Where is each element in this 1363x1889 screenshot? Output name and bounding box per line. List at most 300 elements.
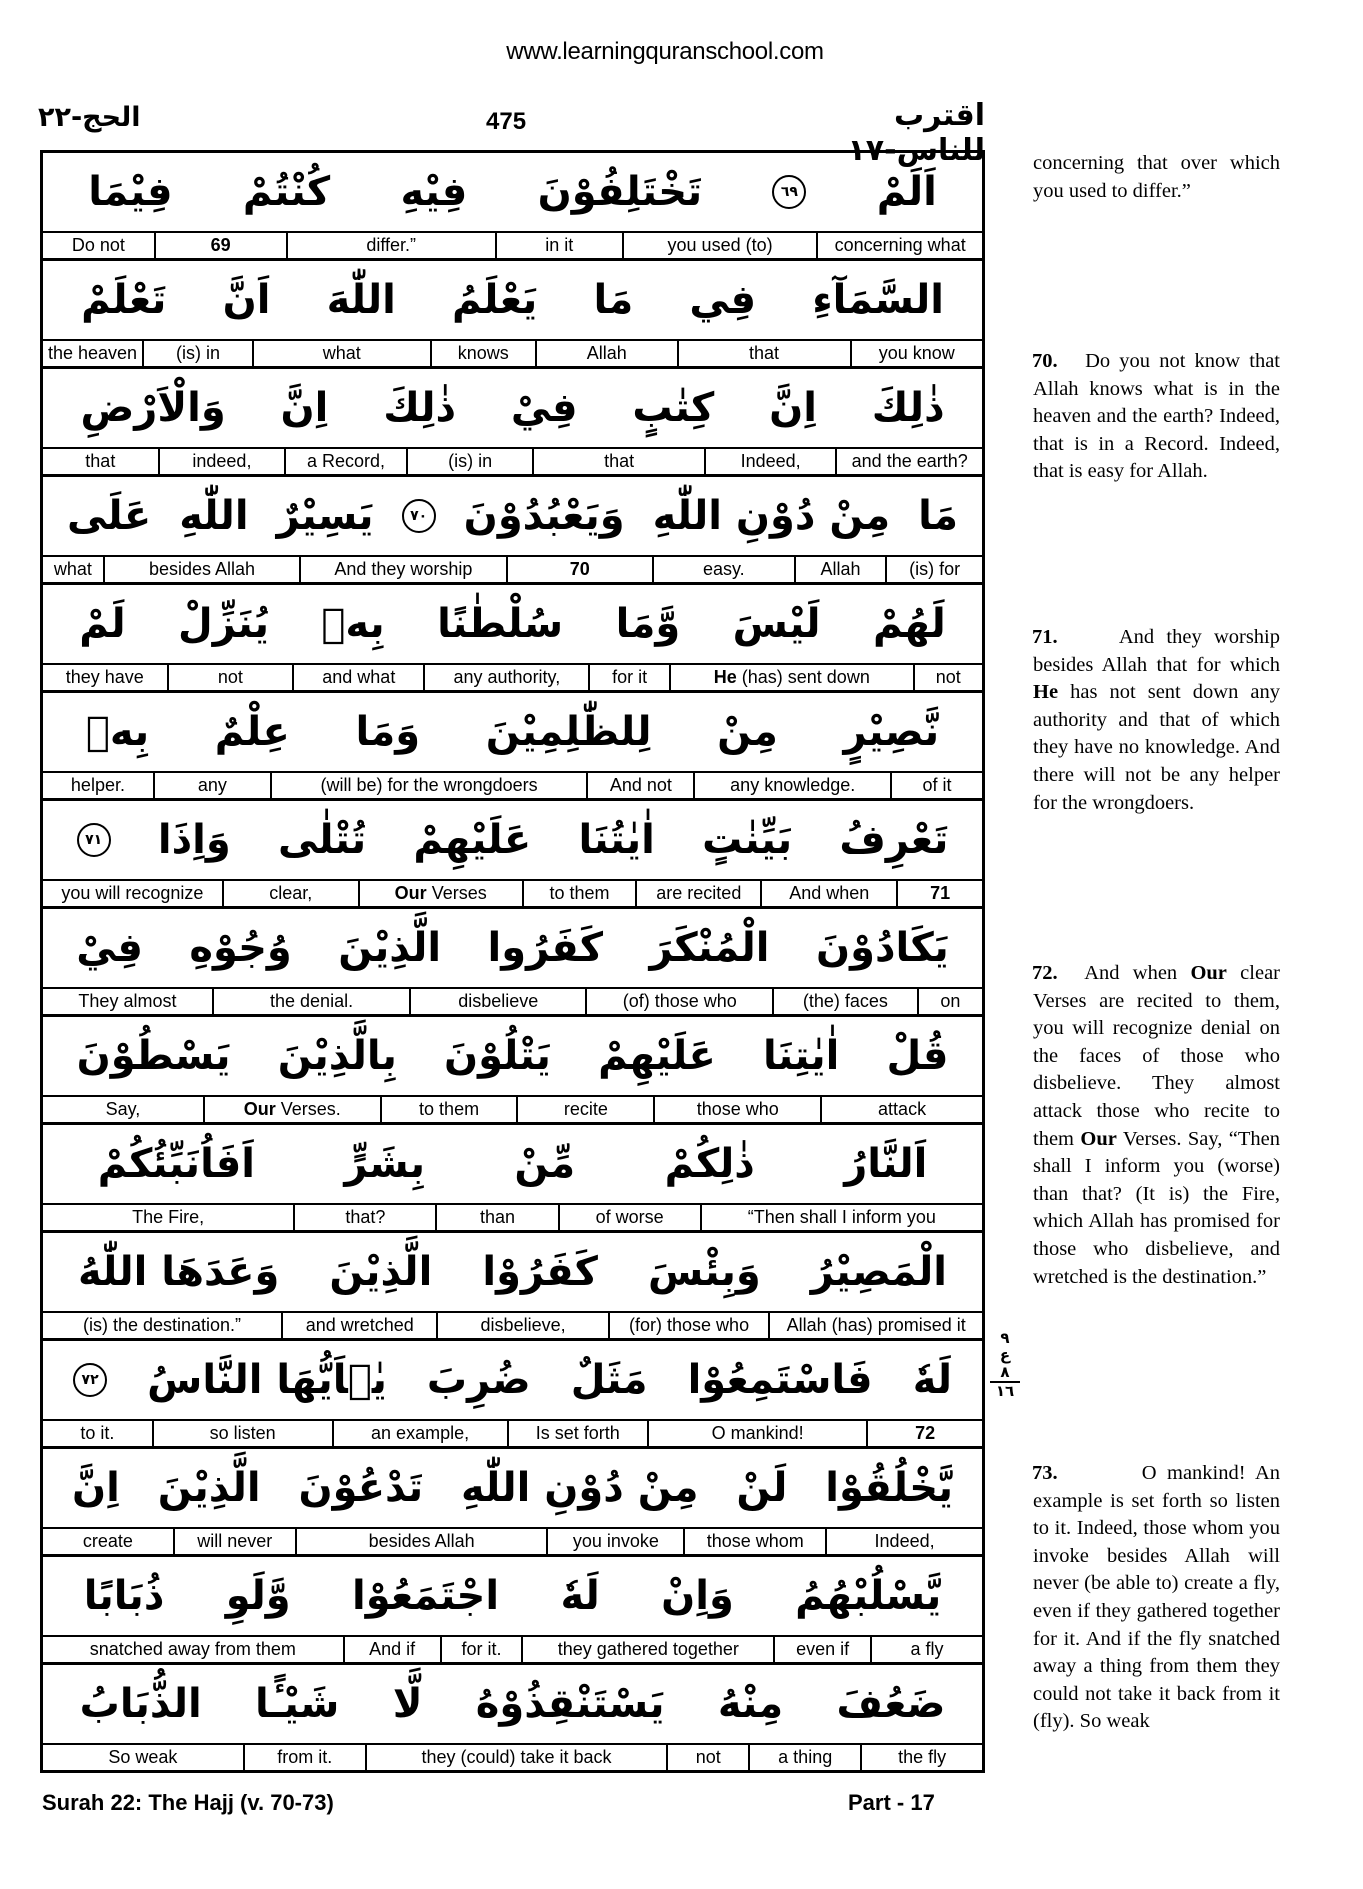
gloss-text: from it. <box>277 1747 333 1767</box>
emphasis-word: Our <box>1190 962 1227 984</box>
verse-line <box>43 693 982 801</box>
arabic-word: فِيْهِ <box>400 169 468 215</box>
arabic-word: شَيْـًٔا <box>255 1681 340 1727</box>
arabic-word: فِي <box>689 277 757 323</box>
arabic-word: فِيْمَا <box>88 169 173 215</box>
gloss-cell <box>43 449 158 474</box>
gloss-text: Indeed, <box>740 451 801 471</box>
gloss-cell <box>43 1421 152 1446</box>
gloss-text: that? <box>345 1207 386 1227</box>
gloss-cell <box>693 773 890 798</box>
gloss-text: Is set forth <box>535 1423 620 1443</box>
verse-line <box>43 1233 982 1341</box>
gloss-cell <box>43 1745 243 1770</box>
arabic-word: فَاسْتَمِعُوْا <box>687 1357 873 1403</box>
arabic-line <box>43 153 982 233</box>
gloss-text: that <box>85 451 116 471</box>
gloss-text: and the earth? <box>851 451 968 471</box>
arabic-word: كِتٰبٍ <box>632 385 715 431</box>
gloss-cell <box>608 1313 769 1338</box>
arabic-word: اللّٰهَ <box>326 277 396 323</box>
gloss-cell <box>890 773 982 798</box>
gloss-text: (of) those who <box>622 991 737 1011</box>
gloss-cell <box>666 1745 748 1770</box>
gloss-text: what <box>322 343 361 363</box>
gloss-cell <box>158 449 285 474</box>
gloss-text: are recited <box>656 883 742 903</box>
verse-number-cell <box>154 233 286 258</box>
gloss-cell <box>43 1097 203 1122</box>
gloss-text: that <box>604 451 635 471</box>
gloss-text: Allah <box>586 343 627 363</box>
gloss-cell <box>825 1529 982 1554</box>
gloss-text: Verses. <box>280 1099 341 1119</box>
verse-line <box>43 477 982 585</box>
arabic-word: لَيْسَ <box>732 601 821 647</box>
gloss-cell <box>43 773 153 798</box>
gloss-text: disbelieve, <box>480 1315 566 1335</box>
arabic-line <box>43 261 982 341</box>
gloss-cell <box>409 989 585 1014</box>
arabic-word: سُلْطٰنًا <box>437 601 564 647</box>
gloss-text: (is) in <box>448 451 493 471</box>
arabic-word: كَفَرُوْا <box>482 1249 598 1295</box>
arabic-word: اللّٰهِ <box>179 493 249 539</box>
gloss-text: for it <box>612 667 648 687</box>
emphasis-word: Our <box>1080 1127 1117 1150</box>
arabic-word: بِشَرٍّ <box>344 1141 426 1187</box>
gloss-cell <box>816 233 982 258</box>
gloss-text: besides Allah <box>148 559 256 579</box>
gloss-cell <box>343 1637 440 1662</box>
gloss-cell <box>622 233 817 258</box>
translation-verse-73 <box>1033 1460 1280 1736</box>
arabic-word: وَبِئْسَ <box>647 1249 761 1295</box>
gloss-text: “Then shall I inform you <box>747 1207 936 1227</box>
arabic-word: اِنَّ <box>280 385 329 431</box>
arabic-word: يَسْطُوْنَ <box>76 1033 231 1079</box>
gloss-text: and wretched <box>305 1315 414 1335</box>
gloss-cell <box>850 341 983 366</box>
arabic-word: لَهٗ <box>912 1357 952 1403</box>
english-gloss-line <box>43 881 982 906</box>
arabic-word: يَّسْلُبْهُمُ <box>795 1573 942 1619</box>
english-gloss-line <box>43 1205 982 1230</box>
gloss-text: clear, <box>269 883 313 903</box>
verse-line <box>43 369 982 477</box>
gloss-cell <box>748 1745 860 1770</box>
gloss-cell <box>293 1205 435 1230</box>
gloss-cell <box>423 665 588 690</box>
gloss-text: any knowledge. <box>730 775 856 795</box>
gloss-cell <box>860 1745 982 1770</box>
website-url: www.learningquranschool.com <box>506 38 824 65</box>
arabic-word: الْمَصِيْرُ <box>810 1249 947 1295</box>
arabic-word: مِنْهُ <box>717 1681 784 1727</box>
arabic-word: مِنْ <box>717 709 778 755</box>
arabic-word: كُنْتُمْ <box>242 169 331 215</box>
gloss-cell <box>43 989 212 1014</box>
gloss-cell <box>430 341 536 366</box>
gloss-text: besides Allah <box>368 1531 475 1551</box>
gloss-cell <box>295 1529 547 1554</box>
gloss-cell <box>203 1097 380 1122</box>
gloss-cell <box>521 1637 773 1662</box>
gloss-text: they have <box>65 667 144 687</box>
verse-end-marker: ٧١ <box>77 823 111 857</box>
translation-verse-69-cont <box>1033 150 1280 205</box>
arabic-line <box>43 1557 982 1637</box>
gloss-cell <box>586 773 693 798</box>
gloss-text: (is) in <box>176 343 220 363</box>
gloss-cell <box>652 557 794 582</box>
gloss-cell <box>768 1313 982 1338</box>
arabic-word: اِنَّ <box>71 1465 120 1511</box>
gloss-emphasis: Our <box>394 883 427 903</box>
arabic-word: كَفَرُوا <box>487 925 604 971</box>
gloss-cell <box>365 1745 667 1770</box>
arabic-word: اَنَّ <box>222 277 271 323</box>
arabic-word: فِيْ <box>76 925 143 971</box>
arabic-word: الْمُنْكَرَ <box>649 925 770 971</box>
gloss-cell <box>43 557 103 582</box>
arabic-word: وَاِذَا <box>157 817 231 863</box>
gloss-text: the heaven <box>47 343 138 363</box>
gloss-cell <box>243 1745 365 1770</box>
gloss-text: recite <box>563 1099 608 1119</box>
gloss-cell <box>647 1421 866 1446</box>
arabic-word: يَّخْلُقُوْا <box>825 1465 954 1511</box>
gloss-cell <box>669 665 913 690</box>
english-gloss-line <box>43 1745 982 1770</box>
arabic-word: عَلَيْهِمْ <box>413 817 532 863</box>
arabic-word: لَهٗ <box>560 1573 600 1619</box>
arabic-word: مِّنْ <box>514 1141 576 1187</box>
arabic-word: مِنْ دُوْنِ اللّٰهِ <box>652 493 891 539</box>
arabic-word: بِهٖ <box>321 601 385 647</box>
arabic-word: السَّمَآءِ <box>812 277 944 323</box>
verse-end-marker: ٦٩ <box>772 175 806 209</box>
arabic-word: يٰۤاَيُّهَا النَّاسُ <box>147 1357 387 1403</box>
arabic-word: وَعَدَهَا اللّٰهُ <box>78 1249 280 1295</box>
surah-name-arabic: الحج-٢٢ <box>38 102 141 133</box>
gloss-text: on <box>940 991 961 1011</box>
verse-end-marker: ٧٢ <box>73 1363 107 1397</box>
gloss-text: attack <box>878 1099 927 1119</box>
gloss-cell <box>103 557 299 582</box>
arabic-word: عَلَى <box>67 493 152 539</box>
arabic-line <box>43 1017 982 1097</box>
gloss-text: Say, <box>105 1099 141 1119</box>
gloss-cell <box>835 449 982 474</box>
gloss-cell <box>167 665 293 690</box>
gloss-text: not <box>935 667 961 687</box>
verse-number: 70. <box>1032 350 1058 372</box>
gloss-text: that <box>748 343 780 363</box>
gloss-text: 70 <box>569 559 590 579</box>
gloss-cell <box>43 233 154 258</box>
gloss-text: for it. <box>461 1639 502 1659</box>
english-gloss-line <box>43 233 982 258</box>
arabic-word: مَثَلٌ <box>570 1357 648 1403</box>
arabic-word: الَّذِيْنَ <box>338 925 442 971</box>
translation-text: Do you not know that Allah knows what is in the heaven and the earth? Indeed, that is in a Record. Indeed, that is easy for Allah. <box>1033 350 1281 483</box>
gloss-cell <box>635 881 760 906</box>
gloss-cell <box>153 773 270 798</box>
verse-line <box>43 1665 982 1770</box>
gloss-cell <box>358 881 522 906</box>
gloss-cell <box>173 1529 295 1554</box>
arabic-word: تَعْرِفُ <box>839 817 949 863</box>
arabic-word: وَّمَا <box>615 601 681 647</box>
gloss-text: 69 <box>210 235 231 255</box>
gloss-text: (is) for <box>909 559 961 579</box>
gloss-cell <box>820 1097 982 1122</box>
gloss-cell <box>913 665 982 690</box>
arabic-word: وَّلَوِ <box>225 1573 291 1619</box>
gloss-text: you invoke <box>572 1531 659 1551</box>
arabic-word: اجْتَمَعُوْا <box>352 1573 500 1619</box>
arabic-word: لَمْ <box>79 601 126 647</box>
gloss-text: Verses <box>431 883 487 903</box>
arabic-line <box>43 1341 982 1421</box>
footer-surah-label: Surah 22: The Hajj (v. 70-73) <box>42 1790 334 1815</box>
gloss-text: (for) those who <box>629 1315 750 1335</box>
gloss-text: to it. <box>80 1423 115 1443</box>
gloss-text: So weak <box>108 1747 178 1767</box>
arabic-line <box>43 477 982 557</box>
gloss-cell <box>683 1529 825 1554</box>
english-gloss-line <box>43 989 982 1014</box>
gloss-text: And not <box>609 775 672 795</box>
gloss-text: 72 <box>915 1423 936 1443</box>
arabic-word: اَلنَّارُ <box>844 1141 928 1187</box>
gloss-text: (has) sent down <box>741 667 870 687</box>
arabic-word: مَا <box>593 277 634 323</box>
verse-number: 73. <box>1032 1462 1058 1484</box>
gloss-text: any <box>197 775 227 795</box>
gloss-cell <box>885 557 982 582</box>
arabic-word: يَسِيْرٌ <box>276 493 374 539</box>
arabic-word: ضُرِبَ <box>426 1357 531 1403</box>
gloss-text: to them <box>549 883 610 903</box>
ruku-marker <box>990 1330 1020 1400</box>
arabic-word: وَمَا <box>355 709 421 755</box>
gloss-text: the denial. <box>270 991 354 1011</box>
arabic-line <box>43 1449 982 1529</box>
english-gloss-line <box>43 557 982 582</box>
gloss-text: you will recognize <box>61 883 204 903</box>
arabic-word: نَّصِيْرٍ <box>843 709 940 755</box>
arabic-word: ذٰلِكُمْ <box>664 1141 755 1187</box>
verse-line <box>43 153 982 261</box>
gloss-text: an example, <box>371 1423 470 1443</box>
arabic-word: لَّا <box>392 1681 423 1727</box>
arabic-word: لِلظّٰلِمِيْنَ <box>485 709 652 755</box>
gloss-cell <box>212 989 409 1014</box>
arabic-line <box>43 1665 982 1745</box>
arabic-word: لَنْ <box>736 1465 788 1511</box>
arabic-word: مَا <box>918 493 958 539</box>
arabic-word: عَلَيْهِمْ <box>598 1033 716 1079</box>
verse-line <box>43 585 982 693</box>
verse-number-cell <box>506 557 653 582</box>
gloss-text: so listen <box>209 1423 276 1443</box>
gloss-cell <box>516 1097 653 1122</box>
gloss-cell <box>43 1529 173 1554</box>
gloss-text: to them <box>419 1099 480 1119</box>
arabic-word: يَسْتَنْقِذُوْهُ <box>475 1681 665 1727</box>
gloss-cell <box>142 341 252 366</box>
arabic-line <box>43 801 982 881</box>
verse-line <box>43 1017 982 1125</box>
gloss-cell <box>917 989 982 1014</box>
gloss-cell <box>43 1313 281 1338</box>
gloss-cell <box>284 449 406 474</box>
gloss-text: helper. <box>70 775 125 795</box>
arabic-word: بِالَّذِيْنَ <box>277 1033 397 1079</box>
gloss-cell <box>535 341 677 366</box>
arabic-line <box>43 369 982 449</box>
arabic-word: تَدْعُوْنَ <box>298 1465 424 1511</box>
gloss-emphasis: Our <box>243 1099 276 1119</box>
word-by-word-table <box>40 150 985 1773</box>
gloss-text: they (could) take it back <box>421 1747 612 1767</box>
arabic-word: بِهٖ <box>85 709 150 755</box>
arabic-word: الَّذِيْنَ <box>157 1465 261 1511</box>
gloss-text: (is) the destination.” <box>82 1315 242 1335</box>
gloss-text: (the) faces <box>802 991 888 1011</box>
gloss-text: O mankind! <box>711 1423 804 1443</box>
gloss-cell <box>700 1205 982 1230</box>
gloss-text: The Fire, <box>132 1207 205 1227</box>
gloss-text: you used (to) <box>667 235 773 255</box>
arabic-word: الذُّبَابُ <box>79 1681 202 1727</box>
translation-text: And they worship besides Allah that for which He has not sent down any authority and that of which they have no knowledge. And there will not be any helper for the wrongdoers. <box>1033 626 1281 814</box>
ruku-glyph: ١٦ <box>995 1382 1015 1400</box>
gloss-text: and what <box>322 667 396 687</box>
english-gloss-line <box>43 773 982 798</box>
verse-number-cell <box>896 881 982 906</box>
translation-verse-71 <box>1033 624 1280 817</box>
gloss-text: of it <box>922 775 952 795</box>
arabic-word: اٰيٰتِنَا <box>762 1033 840 1079</box>
gloss-cell <box>292 665 423 690</box>
arabic-word: فِيْ <box>510 385 578 431</box>
translation-text: And when Our clear Verses are recited to them, you will recognize denial on the faces of those who disbelieve. They almost attack those who recite to them Our Verses. Say, “Then shall I inform you (worse) than that? (It is) the Fire, which Allah has promised for those who disbelieve, and wretched is the destination.” <box>1033 962 1281 1288</box>
ruku-glyph: ع <box>999 1346 1011 1364</box>
emphasis-word: He <box>1033 681 1059 704</box>
gloss-text: than <box>479 1207 515 1227</box>
verse-line <box>43 1449 982 1557</box>
gloss-cell <box>43 341 142 366</box>
gloss-cell <box>43 881 222 906</box>
gloss-cell <box>299 557 505 582</box>
gloss-text: those whom <box>706 1531 804 1551</box>
gloss-text: they gathered together <box>557 1639 739 1659</box>
arabic-word: ضَعُفَ <box>836 1681 946 1727</box>
english-gloss-line <box>43 665 982 690</box>
verse-end-marker: ٧٠ <box>402 499 436 533</box>
gloss-text: will never <box>197 1531 273 1551</box>
gloss-cell <box>270 773 587 798</box>
arabic-word: تُتْلٰى <box>278 817 367 863</box>
gloss-text: not <box>695 1747 721 1767</box>
gloss-text: Indeed, <box>874 1531 935 1551</box>
gloss-text: a thing <box>778 1747 833 1767</box>
gloss-cell <box>773 1637 870 1662</box>
gloss-cell <box>794 557 886 582</box>
arabic-word: اِنَّ <box>769 385 817 431</box>
gloss-cell <box>43 1205 293 1230</box>
arabic-word: اٰيٰتُنَا <box>578 817 655 863</box>
ruku-glyph: ٩ <box>1000 1329 1010 1347</box>
gloss-text: differ.” <box>366 235 417 255</box>
arabic-word: ذٰلِكَ <box>383 385 457 431</box>
gloss-text: not <box>217 667 243 687</box>
gloss-cell <box>653 1097 820 1122</box>
gloss-text: 71 <box>930 883 951 903</box>
english-gloss-line <box>43 1313 982 1338</box>
gloss-cell <box>152 1421 332 1446</box>
gloss-emphasis: He <box>713 667 737 687</box>
gloss-text: in it <box>545 235 574 255</box>
gloss-cell <box>585 989 772 1014</box>
ruku-glyph: ٨ <box>990 1364 1020 1383</box>
footer-part-label: Part - 17 <box>848 1790 935 1815</box>
arabic-word: اَلَمْ <box>876 169 937 215</box>
gloss-text: create <box>82 1531 133 1551</box>
gloss-cell <box>43 665 167 690</box>
english-gloss-line <box>43 1637 982 1662</box>
gloss-cell <box>546 1529 683 1554</box>
arabic-line <box>43 693 982 773</box>
arabic-word: وَالْاَرْضِ <box>80 385 226 431</box>
gloss-text: And if <box>369 1639 416 1659</box>
gloss-cell <box>588 665 669 690</box>
verse-number-cell <box>866 1421 982 1446</box>
arabic-word: مِنْ دُوْنِ اللّٰهِ <box>461 1465 699 1511</box>
verse-line <box>43 1557 982 1665</box>
arabic-line <box>43 1233 982 1313</box>
gloss-cell <box>406 449 533 474</box>
arabic-word: الَّذِيْنَ <box>329 1249 433 1295</box>
english-gloss-line <box>43 341 982 366</box>
gloss-text: concerning what <box>834 235 966 255</box>
gloss-text: Allah (has) promised it <box>786 1315 966 1335</box>
arabic-word: لَهُمْ <box>872 601 946 647</box>
gloss-text: what <box>53 559 92 579</box>
gloss-text: disbelieve <box>458 991 539 1011</box>
gloss-cell <box>507 1421 647 1446</box>
arabic-word: يَتْلُوْنَ <box>444 1033 551 1079</box>
gloss-text: Do not <box>71 235 125 255</box>
gloss-text: of worse <box>595 1207 664 1227</box>
arabic-word: وُجُوْهِ <box>189 925 292 971</box>
arabic-line <box>43 1125 982 1205</box>
arabic-line <box>43 585 982 665</box>
gloss-cell <box>870 1637 982 1662</box>
gloss-cell <box>380 1097 517 1122</box>
arabic-word: يَكَادُوْنَ <box>815 925 949 971</box>
arabic-word: تَعْلَمْ <box>81 277 167 323</box>
gloss-text: knows <box>457 343 509 363</box>
gloss-text: And when <box>789 883 870 903</box>
verse-line <box>43 261 982 369</box>
arabic-line <box>43 909 982 989</box>
gloss-cell <box>522 881 636 906</box>
gloss-text: any authority, <box>453 667 561 687</box>
